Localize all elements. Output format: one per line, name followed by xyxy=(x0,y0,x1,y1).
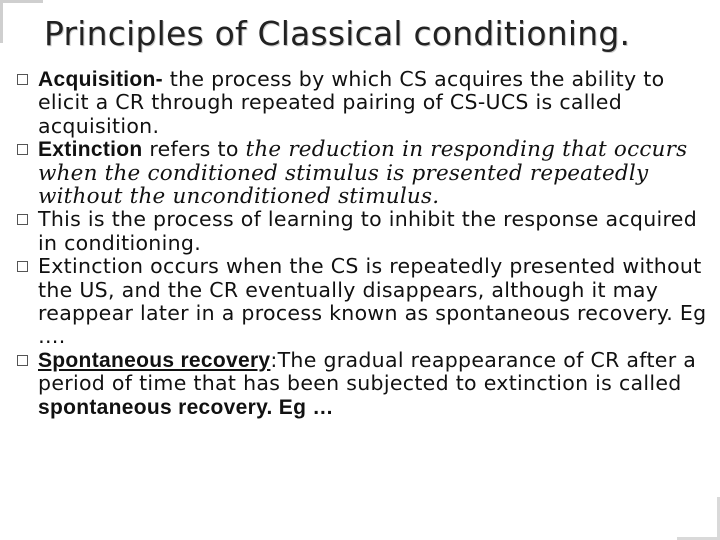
bullet-inhibit xyxy=(14,208,714,255)
bullet-acquisition xyxy=(14,68,714,138)
bullet-text: :The gradual reappearance of CR after a period of time that has been subjected to extinction is called xyxy=(38,347,697,396)
term-spontaneous-recovery: Spontaneous recovery xyxy=(38,348,271,372)
frame-corner-top-left xyxy=(0,0,43,43)
bullet-text: Extinction occurs when the CS is repeatedly presented without the US, and the CR eventually disappears, although it may reappear later in a process known as spontaneous recovery. Eg …. xyxy=(38,254,707,349)
slide-title: Principles of Classical conditioning. xyxy=(44,14,631,53)
bullet-box-icon xyxy=(17,144,28,155)
bullet-box-icon xyxy=(17,355,28,366)
bullet-text: This is the process of learning to inhibit the response acquired in conditioning. xyxy=(38,207,698,255)
term-extinction: Extinction xyxy=(38,138,143,162)
frame-corner-bottom-right xyxy=(677,497,720,540)
bullet-text: the process by which CS acquires the ability to elicit a CR through repeated pairing of CS-UCS is called acquisition. xyxy=(38,67,665,138)
bullet-extinction-occurs xyxy=(14,255,714,349)
bullet-spontaneous-recovery xyxy=(14,349,714,419)
term-spontaneous-recovery-end: spontaneous recovery. xyxy=(38,395,273,419)
bullet-box-icon xyxy=(17,74,28,85)
bullet-box-icon xyxy=(17,214,28,225)
term-acquisition: Acquisition- xyxy=(38,68,163,91)
bullet-extinction-definition xyxy=(14,138,714,208)
bullet-italic-text: the reduction in responding that occurs when the conditioned stimulus is presented repeatedly without the unconditioned stimulus. xyxy=(38,137,688,210)
bullet-list xyxy=(14,68,714,419)
bullet-box-icon xyxy=(17,261,28,272)
bullet-text: refers to xyxy=(142,137,246,162)
bullet-text-end: Eg … xyxy=(272,395,334,419)
